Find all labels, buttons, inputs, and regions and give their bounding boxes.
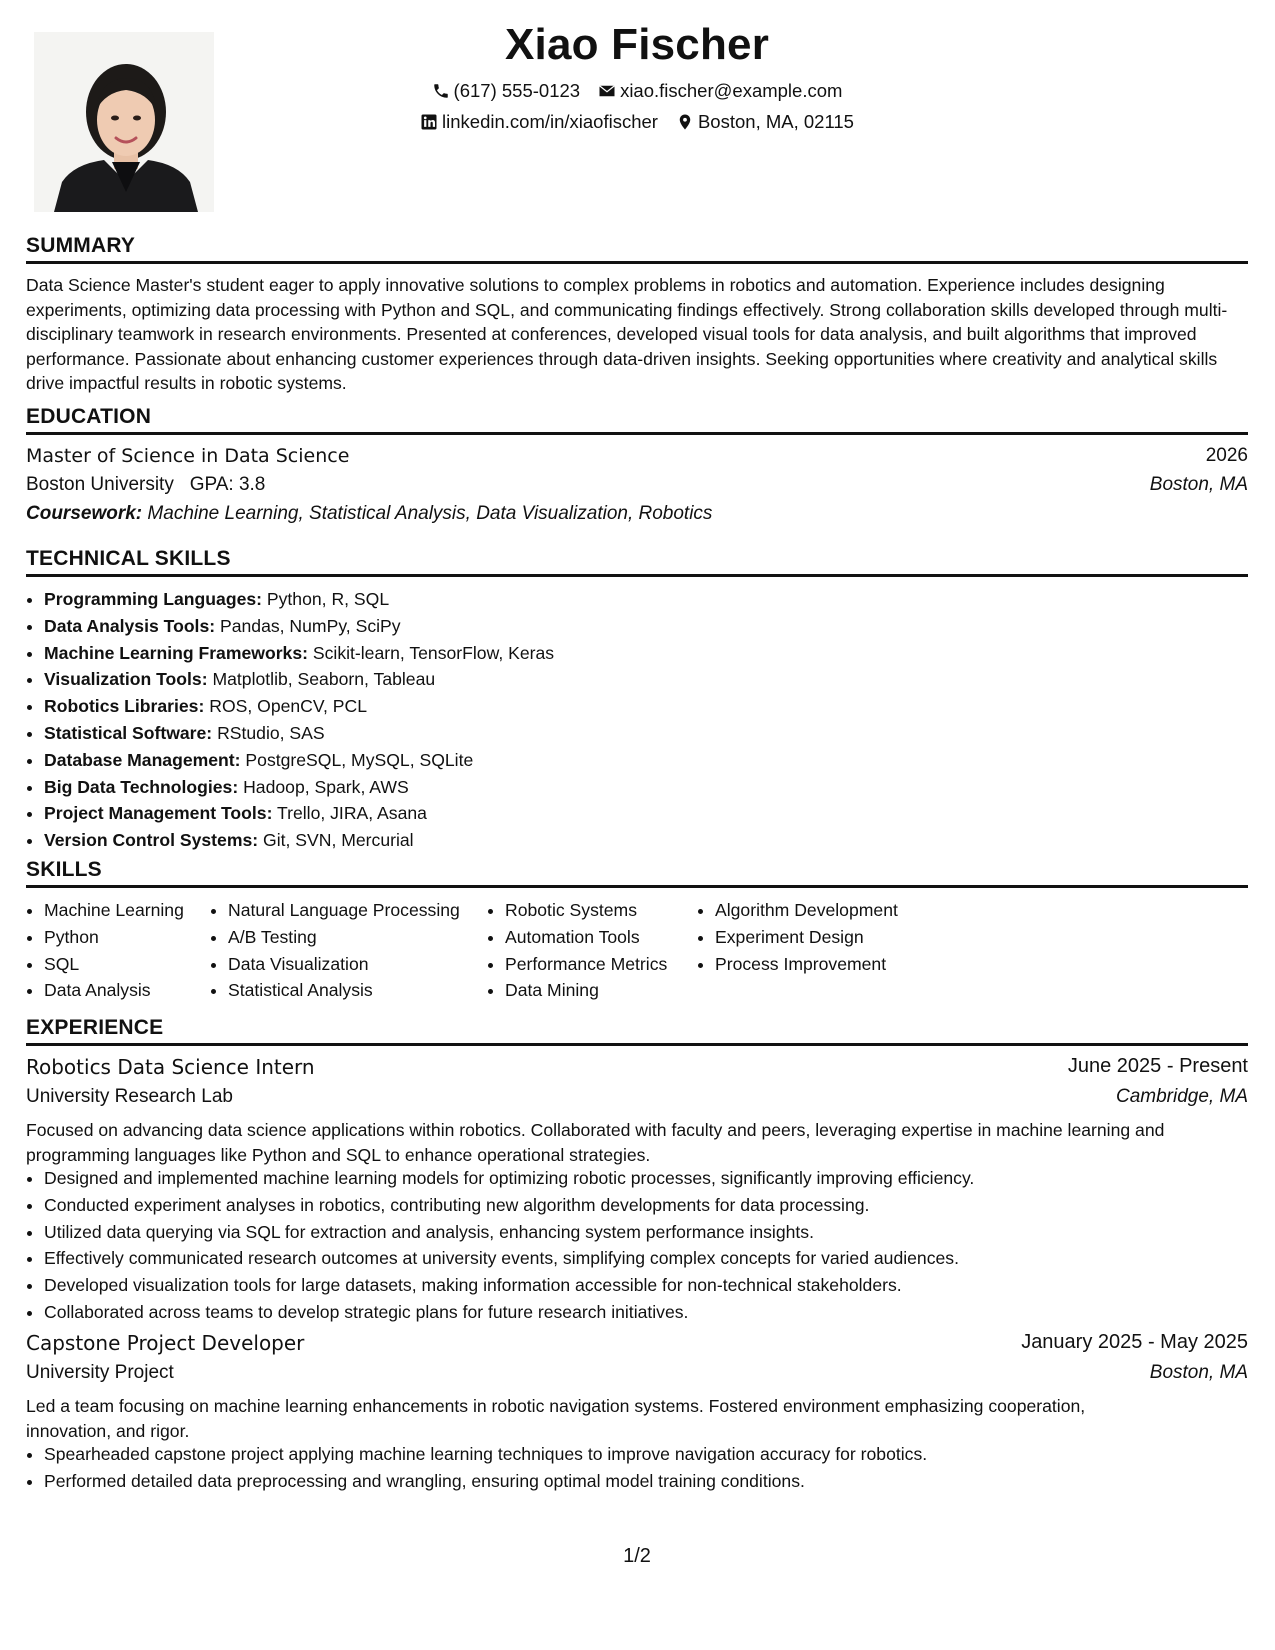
skill-values: RStudio, SAS xyxy=(217,722,325,743)
resume-page xyxy=(26,0,1248,1650)
list-item xyxy=(44,720,1244,747)
list-item xyxy=(44,693,1244,720)
coursework-list: Machine Learning, Statistical Analysis, Data Visualization, Robotics xyxy=(147,503,713,524)
list-item xyxy=(44,747,1244,774)
degree-name: Master of Science in Data Science xyxy=(26,445,350,467)
skill-category: Machine Learning Frameworks: xyxy=(44,642,308,663)
job-role: Capstone Project Developer xyxy=(26,1331,305,1355)
job-dates: June 2025 - Present xyxy=(1067,1055,1248,1077)
list-item: • Data Visualization xyxy=(228,951,460,978)
list-item: • Data Analysis xyxy=(44,977,184,1004)
gpa: GPA: 3.8 xyxy=(189,474,266,495)
skill-values: Hadoop, Spark, AWS xyxy=(243,776,409,797)
contact-phone[interactable] xyxy=(432,80,581,102)
skills-column-2 xyxy=(210,897,460,1004)
list-item: • Developed visualization tools for large datasets, making information accessible for non-technical stakeholders. xyxy=(44,1272,1244,1299)
skill-values: Git, SVN, Mercurial xyxy=(263,830,414,851)
skill-values: Python, R, SQL xyxy=(266,589,390,609)
candidate-name: Xiao Fischer xyxy=(504,20,770,69)
location-text: Boston, MA, 02115 xyxy=(697,111,854,132)
skill-category: Project Management Tools: xyxy=(44,803,273,824)
skill-values: ROS, OpenCV, PCL xyxy=(209,696,368,717)
skill-values: Scikit-learn, TensorFlow, Keras xyxy=(312,642,555,663)
list-item: • Experiment Design xyxy=(715,924,898,951)
skill-values: Pandas, NumPy, SciPy xyxy=(219,615,401,636)
map-pin-icon xyxy=(676,113,694,131)
list-item: • Process Improvement xyxy=(715,951,898,978)
job-2-summary: Led a team focusing on machine learning enhancements in robotic navigation systems. Fostered environment emphasizing cooperation, innovation, and rigor. xyxy=(26,1396,1086,1441)
school-name: Boston University xyxy=(26,474,174,495)
section-title-summary: SUMMARY xyxy=(26,234,1248,264)
list-item: • A/B Testing xyxy=(228,924,460,951)
job-location: Boston, MA xyxy=(1149,1362,1248,1383)
list-item: • Natural Language Processing xyxy=(228,897,460,924)
list-item: • Data Mining xyxy=(505,977,667,1004)
section-title-education: EDUCATION xyxy=(26,405,1248,435)
education-degree-row xyxy=(26,445,1248,467)
job-2-org-row xyxy=(26,1362,1248,1384)
skill-values: PostgreSQL, MySQL, SQLite xyxy=(245,749,474,770)
envelope-icon xyxy=(598,82,616,100)
linkedin-icon xyxy=(420,113,438,131)
education-school-row xyxy=(26,474,1248,496)
job-1-org-row xyxy=(26,1086,1248,1108)
list-item xyxy=(44,827,1244,854)
list-item: • Utilized data querying via SQL for extraction and analysis, enhancing system performance insights. xyxy=(44,1219,1244,1246)
section-title-skills: SKILLS xyxy=(26,858,1248,888)
list-item: • Statistical Analysis xyxy=(228,977,460,1004)
list-item xyxy=(44,800,1244,827)
job-2-title-row xyxy=(26,1331,1248,1355)
list-item: • Robotic Systems xyxy=(505,897,667,924)
list-item xyxy=(44,640,1244,667)
contact-location xyxy=(676,111,854,133)
phone-text: (617) 555-0123 xyxy=(453,80,581,101)
list-item: • Performance Metrics xyxy=(505,951,667,978)
list-item: • Effectively communicated research outcomes at university events, simplifying complex concepts for varied audiences. xyxy=(44,1245,1244,1272)
section-title-experience: EXPERIENCE xyxy=(26,1016,1248,1046)
job-1-summary: Focused on advancing data science applications within robotics. Collaborated with faculty and peers, leveraging expertise in machine learning and programming languages like Python and SQL to enhance operational strategies. xyxy=(26,1120,1165,1165)
contact-linkedin[interactable] xyxy=(420,111,658,133)
email-text: xiao.fischer@example.com xyxy=(620,80,843,101)
list-item: • Automation Tools xyxy=(505,924,667,951)
school-info xyxy=(26,474,265,496)
skill-category: Version Control Systems: xyxy=(44,830,259,851)
job-2-bullets xyxy=(26,1441,1244,1495)
skill-category: Data Analysis Tools: xyxy=(44,615,216,636)
skill-category: Statistical Software: xyxy=(44,722,213,743)
list-item: • SQL xyxy=(44,951,184,978)
list-item: • Collaborated across teams to develop strategic plans for future research initiatives. xyxy=(44,1299,1244,1326)
list-item xyxy=(44,666,1244,693)
skills-column-3 xyxy=(487,897,667,1004)
section-title-technical-skills: TECHNICAL SKILLS xyxy=(26,547,1248,577)
list-item: • Performed detailed data preprocessing and wrangling, ensuring optimal model training conditions. xyxy=(44,1468,1244,1495)
list-item: • Conducted experiment analyses in robotics, contributing new algorithm developments for data processing. xyxy=(44,1192,1244,1219)
skill-values: Trello, JIRA, Asana xyxy=(277,803,427,824)
graduation-year: 2026 xyxy=(1205,445,1248,466)
skill-category: Robotics Libraries: xyxy=(44,696,205,717)
page-number: 1/2 xyxy=(623,1545,651,1567)
technical-skills-list xyxy=(26,586,1244,854)
job-org: University Project xyxy=(26,1362,174,1383)
coursework-label: Coursework: xyxy=(26,503,143,524)
job-role: Robotics Data Science Intern xyxy=(26,1055,315,1079)
contact-line-primary xyxy=(26,80,1248,102)
linkedin-text: linkedin.com/in/xiaofischer xyxy=(442,111,658,132)
school-location: Boston, MA xyxy=(1149,474,1248,495)
job-org: University Research Lab xyxy=(26,1086,233,1107)
skills-column-4 xyxy=(697,897,898,977)
coursework-row xyxy=(26,503,1248,525)
list-item xyxy=(44,774,1244,801)
list-item: • Algorithm Development xyxy=(715,897,898,924)
list-item xyxy=(44,613,1244,640)
skill-category: Database Management: xyxy=(44,749,241,770)
skills-grid-wrapper xyxy=(26,897,1248,1007)
list-item: • Designed and implemented machine learning models for optimizing robotic processes, significantly improving efficiency. xyxy=(44,1165,1244,1192)
list-item xyxy=(44,586,1244,613)
list-item: • Spearheaded capstone project applying machine learning techniques to improve navigation accuracy for robotics. xyxy=(44,1441,1244,1468)
skill-category: Big Data Technologies: xyxy=(44,776,239,797)
job-dates: January 2025 - May 2025 xyxy=(1021,1331,1248,1353)
contact-line-secondary xyxy=(26,111,1248,133)
skills-column-1 xyxy=(26,897,184,1004)
phone-icon xyxy=(432,82,450,100)
list-item: • Machine Learning xyxy=(44,897,184,924)
contact-email[interactable] xyxy=(598,80,842,102)
job-1-title-row xyxy=(26,1055,1248,1079)
skill-category: Visualization Tools: xyxy=(44,669,208,690)
list-item: • Python xyxy=(44,924,184,951)
skill-category: Programming Languages: xyxy=(44,589,262,609)
job-location: Cambridge, MA xyxy=(1116,1086,1248,1107)
job-1-bullets xyxy=(26,1165,1244,1326)
skill-values: Matplotlib, Seaborn, Tableau xyxy=(212,669,436,690)
summary-text: Data Science Master's student eager to apply innovative solutions to complex problems in robotics and automation. Experience includes designing experiments, optimizing data processing with Python and SQL, and communicating findings effectively. Strong collaboration skills developed through multi-disciplinary teamwork in research environments. Presented at conferences, developed visual tools for data analysis, and built algorithms that improved performance. Passionate about enhancing customer experiences through data-driven insights. Seeking opportunities where creativity and analytical skills drive impactful results in robotic systems. xyxy=(26,275,1228,393)
